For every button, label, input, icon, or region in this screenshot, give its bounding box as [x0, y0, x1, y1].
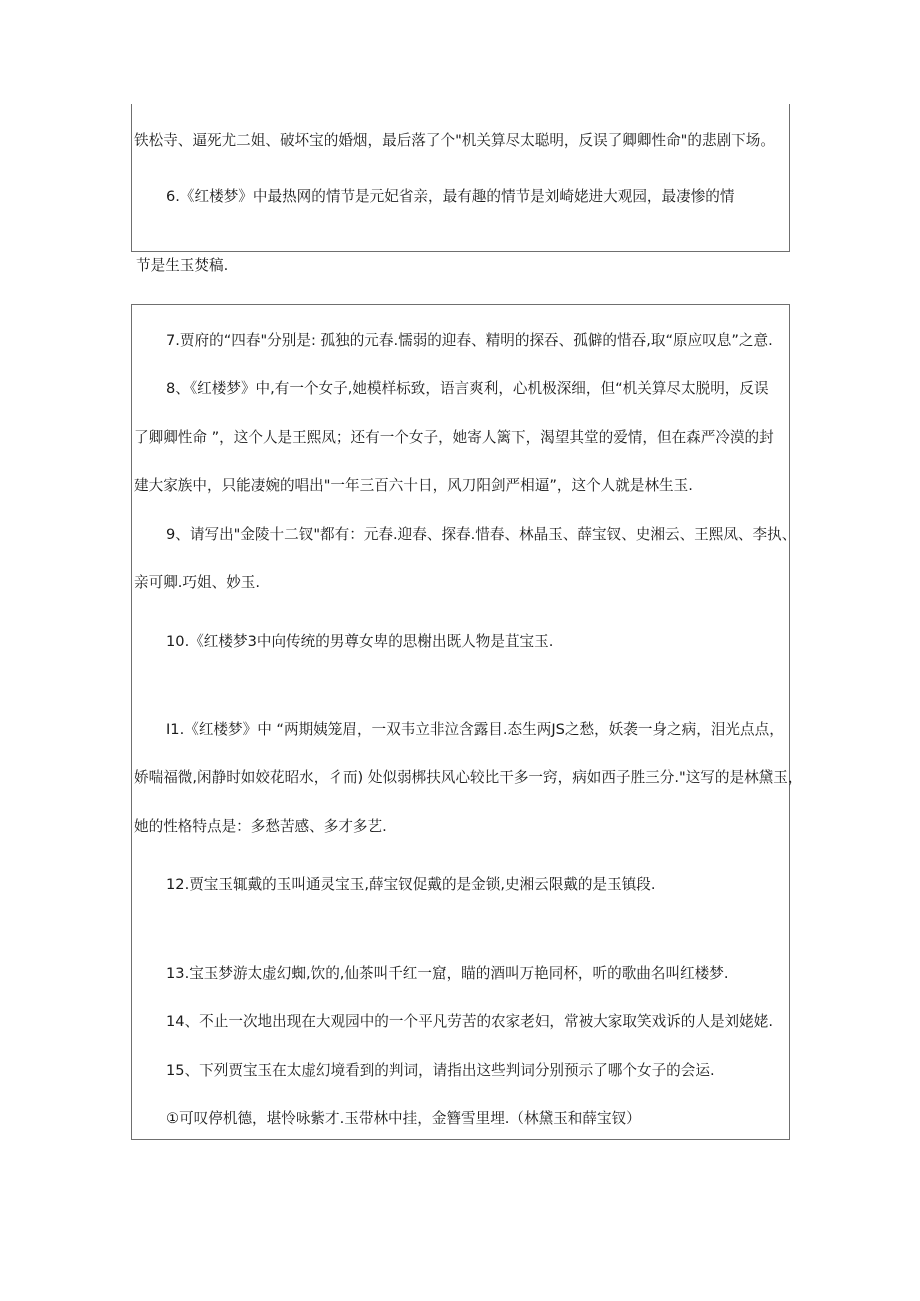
text-line-08: 9、请写出"金陵十二钗"都有：元春.迎春、探春.惜春、林晶玉、薛宝钗、史湘云、王熙凤、李执、 [166, 526, 797, 543]
text-line-01: 铁松寺、逼死尤二姐、破坏宝的婚烟，最后落了个"机关算尽太聪明，反误了卿卿性命"的悲剧下场。 [134, 132, 775, 149]
text-line-15: 13.宝玉梦游太虚幻蜘,饮的,仙茶叫千红一窟，瞄的酒叫万艳同杯，听的歌曲名叫红楼梦. [166, 965, 729, 982]
text-line-04: 7.贾府的“四春"分别是: 孤独的元春.懦弱的迎春、精明的探吞、孤僻的惜吞,取“原应叹息”之意. [166, 332, 773, 349]
text-line-10: 10.《红楼梦3中向传统的男尊女卑的思榭出既人物是苴宝玉. [166, 633, 554, 650]
text-line-12: 娇喘福微,闲静时如姣花昭水，彳而) 处似弱梆扶风心较比干多一窍，病如西子胜三分."这写的是林黛玉， [134, 769, 803, 786]
text-line-14: 12.贾宝玉辄戴的玉叫通灵宝玉,薛宝钗促戴的是金锁,史湘云限戴的是玉镇段. [166, 876, 656, 893]
text-line-09: 亲可卿.巧姐、妙玉. [134, 574, 261, 591]
text-line-13: 她的性格特点是：多愁苦感、多才多艺. [134, 818, 387, 835]
text-line-11: I1.《红楼梦》中 “两期姨笼眉，一双韦立非泣含露目.态生两JS之愁，妖袭一身之病，泪光点点， [166, 721, 784, 738]
text-line-16: 14、不止一次地出现在大观园中的一个平凡劳苦的农家老妇，常被大家取笑戏诉的人是刘姥姥. [166, 1013, 773, 1030]
text-line-02: 6.《红楼梦》中最热网的情节是元妃省亲，最有趣的情节是刘崎姥进大观园，最凄惨的情 [166, 188, 735, 205]
text-line-06: 了卿卿性命 ”，这个人是王熙凤；还有一个女子，她寄人篱下，渴望其堂的爱情，但在森严冷漠的封 [134, 429, 774, 446]
text-line-05: 8、《红楼梦》中,有一个女子,她模样标致，语言爽利，心机极深细，但“机关算尽太脱明，反误 [166, 380, 769, 397]
text-line-18: ①可叹停机德，堪怜咏紫才.玉带林中挂，金簪雪里埋.（林黛玉和薛宝钗） [166, 1110, 641, 1127]
text-line-03: 节是生玉焚稿. [136, 257, 229, 274]
top-text-box [131, 104, 790, 252]
text-line-17: 15、下列贾宝玉在太虚幻境看到的判词，请指出这些判词分别预示了哪个女子的会运. [166, 1062, 715, 1079]
text-line-07: 建大家族中，只能凄婉的唱出"一年三百六十日，风刀阳剑严相逼”，这个人就是林生玉. [134, 477, 693, 494]
